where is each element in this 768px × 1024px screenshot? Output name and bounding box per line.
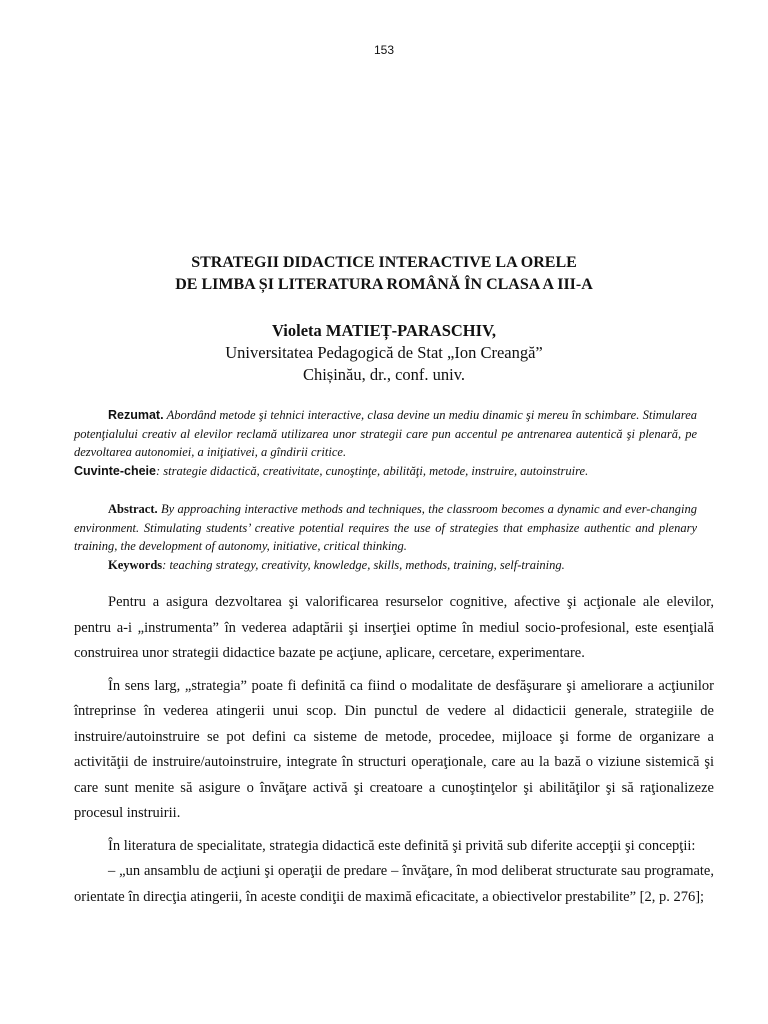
author-block <box>0 320 768 386</box>
abstract-text: By approaching interactive methods and techniques, the classroom becomes a dynamic and ever-changing environment. Stimulating students’ creative potential requires the use of strategies that emphasize authentic and plenary training, the development of autonomy, initiative, critical thinking. <box>74 502 697 553</box>
author-location: Chișinău, dr., conf. univ. <box>302 365 466 384</box>
abstract-keywords-label: Keywords <box>108 557 163 572</box>
rezumat-keywords-label: Cuvinte-cheie <box>74 463 156 478</box>
article-title <box>0 252 768 296</box>
abstract-label: Abstract. <box>108 502 158 516</box>
title-line-1: STRATEGII DIDACTICE INTERACTIVE LA ORELE <box>191 254 577 271</box>
author-last-name: MATIEȚ-PARASCHIV, <box>325 321 496 340</box>
author-affiliation: Universitatea Pedagogică de Stat „Ion Creangă” <box>225 343 543 362</box>
rezumat-label: Rezumat. <box>108 408 164 422</box>
author-first-name: Violeta <box>272 321 326 340</box>
body-paragraph-2: În sens larg, „strategia” poate fi definită ca fiind o modalitate de desfăşurare şi ameliorare a acţiunilor întreprinse în vederea atingerii unui scop. Din punctul de vedere al didacticii generale, strategiile de instruire/autoinstruire se pot defini ca sisteme de metode, procedee, mijloace şi forme de organizare a activităţii de instruire/autoinstruire, integrate în structuri operaţionale, care au la bază o viziune sistemică şi care sunt menite să asigure o învăţare activă şi creatoare a cunoştinţelor şi abilităţilor şi să raţionalizeze procesul instruirii. <box>74 677 714 821</box>
rezumat-keywords: : strategie didactică, creativitate, cunoştinţe, abilităţi, metode, instruire, autoinstruire. <box>155 463 589 478</box>
rezumat-section <box>74 406 697 480</box>
abstract-section <box>74 500 697 574</box>
body-paragraph-4: – „un ansamblu de acţiuni şi operaţii de predare – învăţare, în mod deliberat structurate sau programate, orientate în direcţia atingerii, în aceste condiţii de maximă eficacitate, a obiectivelor prestabilite” [2, p. 276]; <box>74 863 714 905</box>
author-name <box>0 320 768 342</box>
article-body <box>74 590 714 917</box>
page-number: 153 <box>373 43 395 57</box>
rezumat-text: Abordând metode şi tehnici interactive, clasa devine un mediu dinamic şi mereu în schimbare. Stimularea potenţialului creativ al elevilor reclamă utilizarea unor strategii care pun accentul pe antrenarea autentică şi plenară, pe dezvoltarea autonomiei, a iniţiativei, a gîndirii critice. <box>74 408 697 459</box>
body-paragraph-1: Pentru a asigura dezvoltarea şi valorificarea resurselor cognitive, afective şi acţionale ale elevilor, pentru a-i „instrumenta” în vederea adaptării şi inserţiei optime în mediul socio-profesional, este esenţială construirea unor strategii didactice bazate pe acţiune, aplicare, cercetare, experimentare. <box>74 594 714 661</box>
abstract-keywords: : teaching strategy, creativity, knowledge, skills, methods, training, self-training. <box>162 557 565 572</box>
title-line-2: DE LIMBA ȘI LITERATURA ROMÂNĂ ÎN CLASA A III-A <box>175 276 593 293</box>
body-paragraph-3: În literatura de specialitate, strategia didactică este definită şi privită sub diferite accepţii şi concepţii: <box>108 837 696 854</box>
